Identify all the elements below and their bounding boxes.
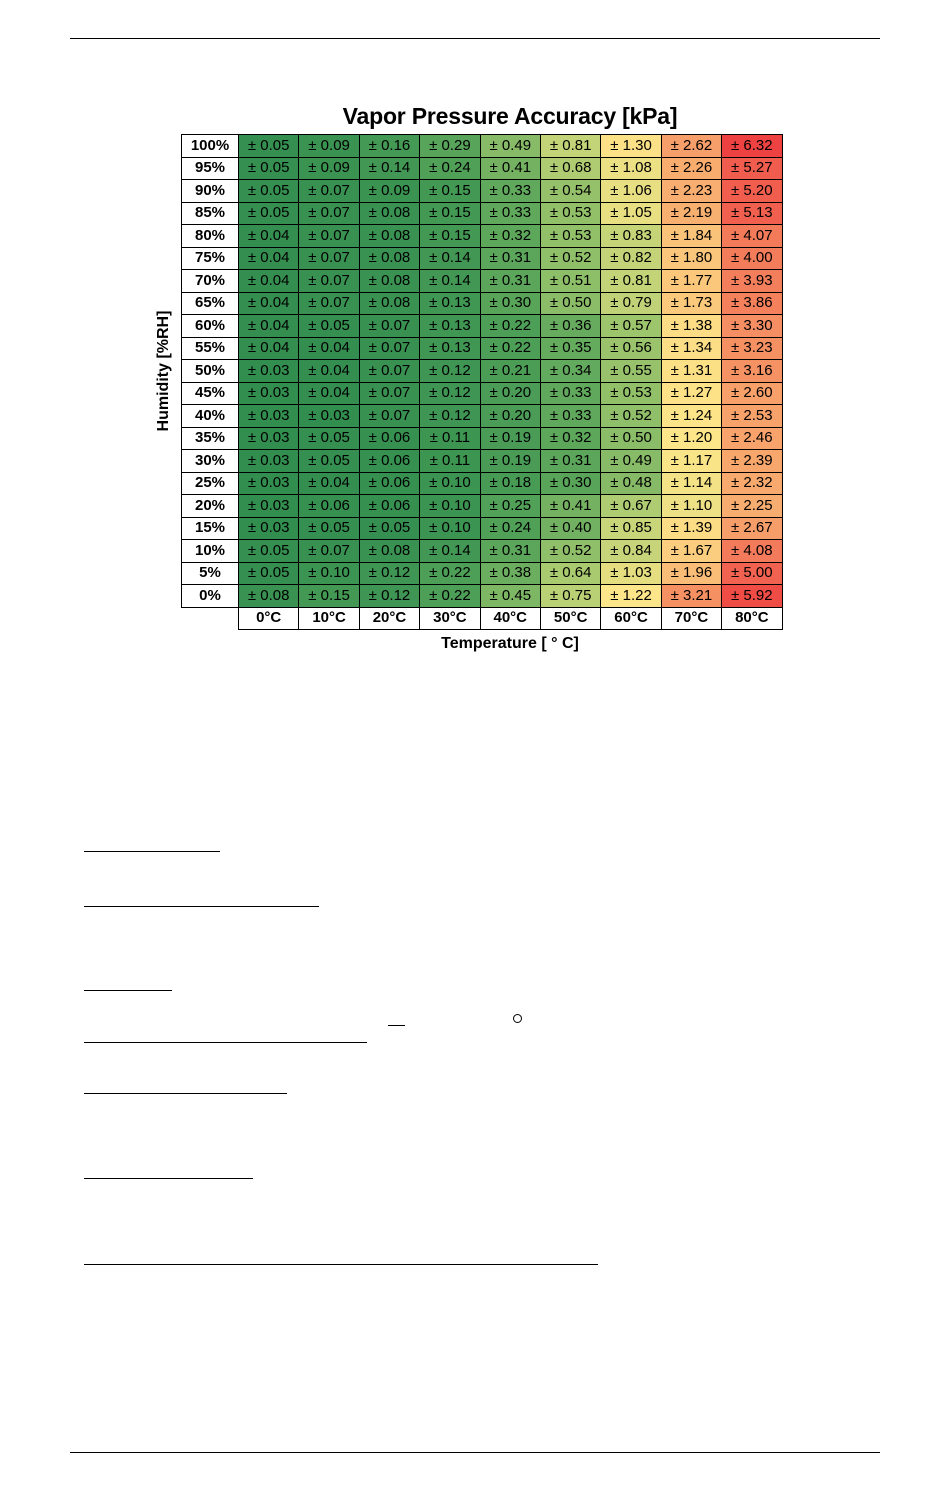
- heatmap-cell: ± 0.07: [299, 180, 359, 203]
- heatmap-cell: ± 0.05: [239, 540, 299, 563]
- heatmap-cell: ± 4.00: [722, 247, 782, 270]
- heatmap-cell: ± 0.33: [540, 405, 600, 428]
- heatmap-cell: ± 0.07: [299, 540, 359, 563]
- blank-underline: [84, 1093, 287, 1094]
- heatmap-cell: ± 0.53: [540, 225, 600, 248]
- heatmap-cell: ± 0.15: [420, 180, 480, 203]
- blank-underline: [84, 906, 319, 907]
- row-label: 75%: [182, 247, 239, 270]
- heatmap-cell: ± 2.19: [661, 202, 721, 225]
- heatmap-cell: ± 0.31: [480, 540, 540, 563]
- heatmap-cell: ± 0.04: [239, 247, 299, 270]
- heatmap-cell: ± 0.04: [299, 472, 359, 495]
- heatmap-cell: ± 0.33: [480, 202, 540, 225]
- heatmap-cell: ± 0.07: [299, 202, 359, 225]
- heatmap-cell: ± 0.09: [299, 157, 359, 180]
- heatmap-cell: ± 2.60: [722, 382, 782, 405]
- heatmap-cell: ± 0.06: [359, 495, 419, 518]
- heatmap-cell: ± 0.10: [299, 562, 359, 585]
- heatmap-cell: ± 0.12: [420, 360, 480, 383]
- heatmap-cell: ± 0.07: [299, 247, 359, 270]
- heatmap-cell: ± 0.52: [540, 540, 600, 563]
- row-label: 100%: [182, 135, 239, 158]
- heatmap-cell: ± 0.19: [480, 450, 540, 473]
- heatmap-cell: ± 1.14: [661, 472, 721, 495]
- heatmap-cell: ± 1.31: [661, 360, 721, 383]
- row-label: 90%: [182, 180, 239, 203]
- heatmap-cell: ± 1.96: [661, 562, 721, 585]
- heatmap-cell: ± 0.40: [540, 517, 600, 540]
- heatmap-row: [182, 450, 783, 473]
- heatmap-table: [181, 134, 783, 630]
- heatmap-cell: ± 0.10: [420, 472, 480, 495]
- heatmap-cell: ± 0.53: [601, 382, 661, 405]
- heatmap-cell: ± 0.32: [480, 225, 540, 248]
- heatmap-cell: ± 0.53: [540, 202, 600, 225]
- heatmap-cell: ± 0.07: [359, 382, 419, 405]
- column-label: 80°C: [722, 607, 782, 630]
- column-label: 70°C: [661, 607, 721, 630]
- row-label: 10%: [182, 540, 239, 563]
- heatmap-cell: ± 0.82: [601, 247, 661, 270]
- row-label: 30%: [182, 450, 239, 473]
- row-label: 80%: [182, 225, 239, 248]
- heatmap-cell: ± 0.08: [359, 270, 419, 293]
- blank-underline: [84, 990, 172, 991]
- heatmap-cell: ± 0.08: [359, 247, 419, 270]
- corner-cell: [182, 607, 239, 630]
- heatmap-cell: ± 1.24: [661, 405, 721, 428]
- heatmap-cell: ± 0.20: [480, 405, 540, 428]
- heatmap-cell: ± 0.13: [420, 315, 480, 338]
- heatmap-row: [182, 562, 783, 585]
- heatmap-cell: ± 0.55: [601, 360, 661, 383]
- heatmap-cell: ± 0.04: [299, 337, 359, 360]
- heatmap-cell: ± 1.73: [661, 292, 721, 315]
- heatmap-cell: ± 0.31: [480, 270, 540, 293]
- heatmap-cell: ± 0.25: [480, 495, 540, 518]
- heatmap-cell: ± 0.08: [359, 202, 419, 225]
- heatmap-cell: ± 1.06: [601, 180, 661, 203]
- heatmap-cell: ± 0.24: [480, 517, 540, 540]
- heatmap-cell: ± 0.05: [239, 562, 299, 585]
- heatmap-cell: ± 0.05: [299, 450, 359, 473]
- heatmap-cell: ± 0.03: [239, 382, 299, 405]
- heatmap-cell: ± 0.07: [359, 405, 419, 428]
- heatmap-cell: ± 0.03: [239, 427, 299, 450]
- heatmap-cell: ± 0.34: [540, 360, 600, 383]
- heatmap-cell: ± 2.23: [661, 180, 721, 203]
- heatmap-cell: ± 0.81: [540, 135, 600, 158]
- heatmap-cell: ± 4.07: [722, 225, 782, 248]
- heatmap-cell: ± 0.68: [540, 157, 600, 180]
- heatmap-cell: ± 0.07: [359, 315, 419, 338]
- row-label: 45%: [182, 382, 239, 405]
- heatmap-cell: ± 0.49: [480, 135, 540, 158]
- heatmap-cell: ± 1.20: [661, 427, 721, 450]
- row-label: 20%: [182, 495, 239, 518]
- heatmap-cell: ± 5.13: [722, 202, 782, 225]
- heatmap-cell: ± 0.16: [359, 135, 419, 158]
- heatmap-cell: ± 0.29: [420, 135, 480, 158]
- heatmap-row: [182, 202, 783, 225]
- heatmap-cell: ± 0.33: [480, 180, 540, 203]
- heatmap-cell: ± 0.06: [359, 450, 419, 473]
- heatmap-cell: ± 0.67: [601, 495, 661, 518]
- heatmap-cell: ± 0.45: [480, 585, 540, 608]
- heatmap-cell: ± 0.52: [540, 247, 600, 270]
- heatmap-cell: ± 0.49: [601, 450, 661, 473]
- heatmap-cell: ± 0.22: [480, 337, 540, 360]
- column-label: 20°C: [359, 607, 419, 630]
- heatmap-cell: ± 0.14: [359, 157, 419, 180]
- heatmap-cell: ± 2.46: [722, 427, 782, 450]
- heatmap-cell: ± 1.77: [661, 270, 721, 293]
- heatmap-cell: ± 4.08: [722, 540, 782, 563]
- heatmap-cell: ± 0.03: [239, 360, 299, 383]
- heatmap-cell: ± 0.04: [239, 270, 299, 293]
- blank-underline: [84, 851, 220, 852]
- heatmap-cell: ± 0.03: [239, 495, 299, 518]
- heatmap-cell: ± 0.31: [480, 247, 540, 270]
- heatmap-cell: ± 0.54: [540, 180, 600, 203]
- heatmap-cell: ± 0.19: [480, 427, 540, 450]
- heatmap-row: [182, 315, 783, 338]
- heatmap-cell: ± 0.08: [239, 585, 299, 608]
- heatmap-cell: ± 0.51: [540, 270, 600, 293]
- heatmap-cell: ± 0.14: [420, 247, 480, 270]
- row-label: 85%: [182, 202, 239, 225]
- heatmap-row: [182, 517, 783, 540]
- row-label: 60%: [182, 315, 239, 338]
- heatmap-cell: ± 1.27: [661, 382, 721, 405]
- heatmap-cell: ± 0.07: [299, 270, 359, 293]
- heatmap-cell: ± 2.39: [722, 450, 782, 473]
- heatmap-cell: ± 1.80: [661, 247, 721, 270]
- heatmap-cell: ± 1.84: [661, 225, 721, 248]
- heatmap-cell: ± 0.03: [239, 450, 299, 473]
- heatmap-cell: ± 2.26: [661, 157, 721, 180]
- column-label: 30°C: [420, 607, 480, 630]
- heatmap-cell: ± 0.11: [420, 450, 480, 473]
- row-label: 5%: [182, 562, 239, 585]
- heatmap-cell: ± 0.06: [359, 427, 419, 450]
- heatmap-cell: ± 0.07: [359, 337, 419, 360]
- column-label: 60°C: [601, 607, 661, 630]
- heatmap-cell: ± 0.04: [299, 382, 359, 405]
- heatmap-row: [182, 157, 783, 180]
- heatmap-cell: ± 0.57: [601, 315, 661, 338]
- heatmap-cell: ± 0.04: [239, 337, 299, 360]
- heatmap-cell: ± 5.92: [722, 585, 782, 608]
- heatmap-cell: ± 0.36: [540, 315, 600, 338]
- heatmap-cell: ± 0.20: [480, 382, 540, 405]
- heatmap-cell: ± 0.05: [299, 315, 359, 338]
- heatmap-row: [182, 337, 783, 360]
- heatmap-cell: ± 0.05: [239, 180, 299, 203]
- blank-underline: [84, 1042, 367, 1043]
- heatmap-cell: ± 0.04: [299, 360, 359, 383]
- heatmap-cell: ± 6.32: [722, 135, 782, 158]
- heatmap-cell: ± 0.05: [359, 517, 419, 540]
- heatmap-cell: ± 0.41: [480, 157, 540, 180]
- heatmap-cell: ± 0.22: [420, 562, 480, 585]
- heatmap-cell: ± 0.05: [239, 157, 299, 180]
- heatmap-cell: ± 2.53: [722, 405, 782, 428]
- heatmap-cell: ± 0.12: [359, 585, 419, 608]
- heatmap-cell: ± 0.22: [420, 585, 480, 608]
- column-label: 10°C: [299, 607, 359, 630]
- heatmap-cell: ± 0.15: [420, 202, 480, 225]
- row-label: 0%: [182, 585, 239, 608]
- degree-ring-mark: [513, 1014, 522, 1023]
- heatmap-cell: ± 0.15: [299, 585, 359, 608]
- heatmap-cell: ± 1.05: [601, 202, 661, 225]
- heatmap-row: [182, 247, 783, 270]
- blank-underline: [84, 1264, 598, 1265]
- heatmap-cell: ± 0.09: [359, 180, 419, 203]
- heatmap-cell: ± 0.30: [540, 472, 600, 495]
- heatmap-cell: ± 0.24: [420, 157, 480, 180]
- heatmap-cell: ± 0.04: [239, 225, 299, 248]
- heatmap-cell: ± 1.38: [661, 315, 721, 338]
- heatmap-cell: ± 0.08: [359, 540, 419, 563]
- heatmap-cell: ± 0.30: [480, 292, 540, 315]
- heatmap-cell: ± 0.81: [601, 270, 661, 293]
- heatmap-cell: ± 0.08: [359, 225, 419, 248]
- heatmap-row: [182, 585, 783, 608]
- heatmap-cell: ± 0.50: [601, 427, 661, 450]
- column-label: 50°C: [540, 607, 600, 630]
- heatmap-cell: ± 3.21: [661, 585, 721, 608]
- heatmap-cell: ± 0.05: [299, 517, 359, 540]
- heatmap-cell: ± 0.13: [420, 337, 480, 360]
- heatmap-cell: ± 0.06: [359, 472, 419, 495]
- heatmap-cell: ± 2.62: [661, 135, 721, 158]
- heatmap-cell: ± 0.15: [420, 225, 480, 248]
- row-label: 65%: [182, 292, 239, 315]
- heatmap-cell: ± 0.22: [480, 315, 540, 338]
- heatmap-cell: ± 0.10: [420, 517, 480, 540]
- heatmap-cell: ± 0.52: [601, 405, 661, 428]
- heatmap-row: [182, 540, 783, 563]
- heatmap-cell: ± 0.12: [420, 405, 480, 428]
- heatmap-cell: ± 1.10: [661, 495, 721, 518]
- row-label: 50%: [182, 360, 239, 383]
- row-label: 15%: [182, 517, 239, 540]
- heatmap-cell: ± 3.16: [722, 360, 782, 383]
- heatmap-cell: ± 5.00: [722, 562, 782, 585]
- heatmap-cell: ± 0.38: [480, 562, 540, 585]
- heatmap-cell: ± 3.30: [722, 315, 782, 338]
- heatmap-row: [182, 135, 783, 158]
- heatmap-row: [182, 382, 783, 405]
- heatmap-cell: ± 2.32: [722, 472, 782, 495]
- heatmap-row: [182, 225, 783, 248]
- heatmap-cell: ± 0.75: [540, 585, 600, 608]
- heatmap-cell: ± 0.14: [420, 270, 480, 293]
- heatmap-body: [182, 135, 783, 630]
- heatmap-cell: ± 0.50: [540, 292, 600, 315]
- top-rule: [70, 38, 880, 39]
- heatmap-cell: ± 0.13: [420, 292, 480, 315]
- heatmap-cell: ± 0.08: [359, 292, 419, 315]
- heatmap-cell: ± 0.09: [299, 135, 359, 158]
- heatmap-cell: ± 1.08: [601, 157, 661, 180]
- heatmap-cell: ± 2.67: [722, 517, 782, 540]
- heatmap-cell: ± 0.07: [359, 360, 419, 383]
- row-label: 35%: [182, 427, 239, 450]
- heatmap-cell: ± 0.05: [239, 202, 299, 225]
- heatmap-row: [182, 495, 783, 518]
- heatmap-cell: ± 1.17: [661, 450, 721, 473]
- heatmap-cell: ± 0.04: [239, 315, 299, 338]
- heatmap-row: [182, 360, 783, 383]
- heatmap-row: [182, 292, 783, 315]
- heatmap-row: [182, 405, 783, 428]
- heatmap-cell: ± 0.48: [601, 472, 661, 495]
- heatmap-cell: ± 0.21: [480, 360, 540, 383]
- heatmap-cell: ± 3.23: [722, 337, 782, 360]
- heatmap-row: [182, 270, 783, 293]
- heatmap-cell: ± 0.03: [239, 517, 299, 540]
- dash-mark: [388, 1025, 405, 1026]
- heatmap-cell: ± 0.41: [540, 495, 600, 518]
- row-label: 25%: [182, 472, 239, 495]
- heatmap-cell: ± 1.30: [601, 135, 661, 158]
- heatmap-cell: ± 1.67: [661, 540, 721, 563]
- heatmap-cell: ± 0.05: [239, 135, 299, 158]
- x-axis-label: Temperature [ ° C]: [441, 635, 579, 652]
- heatmap-cell: ± 1.22: [601, 585, 661, 608]
- column-header-row: [182, 607, 783, 630]
- column-label: 40°C: [480, 607, 540, 630]
- bottom-rule: [70, 1452, 880, 1453]
- y-axis-label: Humidity [%RH]: [155, 310, 172, 432]
- heatmap-cell: ± 1.34: [661, 337, 721, 360]
- heatmap-cell: ± 0.03: [239, 472, 299, 495]
- heatmap-cell: ± 5.27: [722, 157, 782, 180]
- heatmap-row: [182, 427, 783, 450]
- heatmap-cell: ± 2.25: [722, 495, 782, 518]
- heatmap-cell: ± 0.35: [540, 337, 600, 360]
- row-label: 40%: [182, 405, 239, 428]
- heatmap-row: [182, 180, 783, 203]
- heatmap-cell: ± 0.06: [299, 495, 359, 518]
- heatmap-cell: ± 0.03: [239, 405, 299, 428]
- heatmap-cell: ± 3.93: [722, 270, 782, 293]
- heatmap-cell: ± 0.12: [420, 382, 480, 405]
- heatmap-cell: ± 0.79: [601, 292, 661, 315]
- heatmap-cell: ± 0.31: [540, 450, 600, 473]
- heatmap-cell: ± 0.32: [540, 427, 600, 450]
- heatmap-cell: ± 0.56: [601, 337, 661, 360]
- heatmap-cell: ± 0.83: [601, 225, 661, 248]
- heatmap-cell: ± 0.04: [239, 292, 299, 315]
- heatmap-cell: ± 1.03: [601, 562, 661, 585]
- heatmap-cell: ± 0.07: [299, 225, 359, 248]
- heatmap-row: [182, 472, 783, 495]
- row-label: 55%: [182, 337, 239, 360]
- heatmap-cell: ± 1.39: [661, 517, 721, 540]
- row-label: 95%: [182, 157, 239, 180]
- heatmap-cell: ± 0.85: [601, 517, 661, 540]
- chart-title: Vapor Pressure Accuracy [kPa]: [342, 103, 678, 129]
- heatmap-cell: ± 0.84: [601, 540, 661, 563]
- heatmap-cell: ± 0.33: [540, 382, 600, 405]
- heatmap-cell: ± 0.18: [480, 472, 540, 495]
- heatmap-cell: ± 5.20: [722, 180, 782, 203]
- heatmap-cell: ± 0.11: [420, 427, 480, 450]
- heatmap-cell: ± 0.05: [299, 427, 359, 450]
- heatmap-cell: ± 3.86: [722, 292, 782, 315]
- heatmap-cell: ± 0.03: [299, 405, 359, 428]
- column-label: 0°C: [239, 607, 299, 630]
- heatmap-cell: ± 0.14: [420, 540, 480, 563]
- row-label: 70%: [182, 270, 239, 293]
- heatmap-cell: ± 0.12: [359, 562, 419, 585]
- heatmap-cell: ± 0.64: [540, 562, 600, 585]
- blank-underline: [84, 1178, 253, 1179]
- heatmap-cell: ± 0.10: [420, 495, 480, 518]
- heatmap-cell: ± 0.07: [299, 292, 359, 315]
